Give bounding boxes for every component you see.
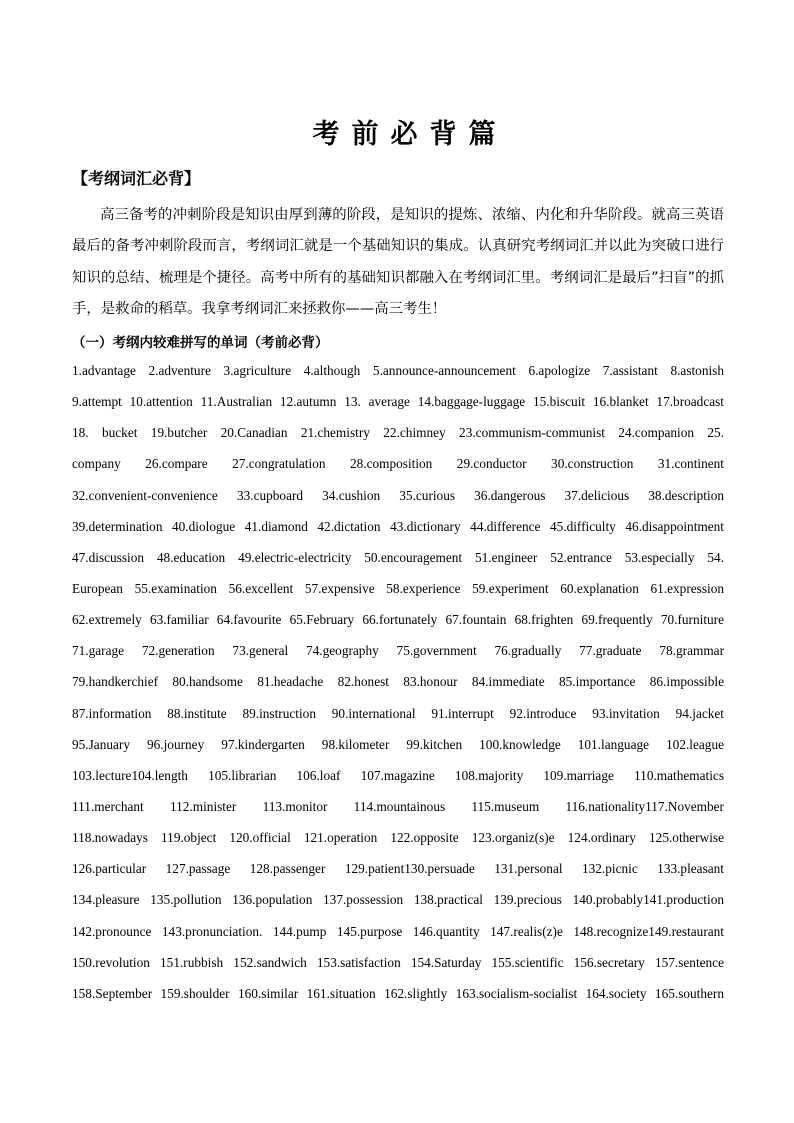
page-title: 考前必背篇: [312, 119, 508, 150]
word-list-line: 103.lecture104.length 105.librarian 106.loaf 107.magazine 108.majority 109.marriage 110.mathematics: [72, 767, 724, 783]
section-heading: 【考纲词汇必背】: [72, 169, 201, 188]
word-list-line: 134.pleasure 135.pollution 136.population 137.possession 138.practical 139.precious 140.probably141.production: [72, 892, 724, 908]
word-list-line: 1.advantage 2.adventure 3.agriculture 4.although 5.announce-announcement 6.apologize 7.assistant 8.astonish: [72, 363, 724, 378]
word-list-subheading: （一）考纲内较难拼写的单词（考前必背）: [72, 335, 329, 351]
word-list-line: 142.pronounce 143.pronunciation. 144.pump 145.purpose 146.quantity 147.realis(z)e 148.recognize149.restaurant: [72, 923, 724, 939]
word-list-line: 62.extremely 63.familiar 64.favourite 65.February 66.fortunately 67.fountain 68.frighten 69.frequently 70.furniture: [72, 612, 724, 628]
word-list-line: 9.attempt 10.attention 11.Australian 12.autumn 13. average 14.baggage-luggage 15.biscuit 16.blanket 17.broadcast: [72, 394, 724, 410]
word-list-line: 118.nowadays 119.object 120.official 121.operation 122.opposite 123.organiz(s)e 124.ordinary 125.otherwise: [72, 830, 724, 846]
word-list-line: 71.garage 72.generation 73.general 74.geography 75.government 76.gradually 77.graduate 78.grammar: [72, 643, 724, 659]
word-list-line: 95.January 96.journey 97.kindergarten 98.kilometer 99.kitchen 100.knowledge 101.language 102.league: [72, 736, 724, 752]
intro-paragraph: 高三备考的冲刺阶段是知识由厚到薄的阶段，是知识的提炼、浓缩、内化和升华阶段。就高三英语最后的备考冲刺阶段而言，考纲词汇就是一个基础知识的集成。认真研究考纲词汇并以此为突破口进行知识的总结、梳理是个捷径。高考中所有的基础知识都融入在考纲词汇里。考纲词汇是最后”扫盲”的抓手，是救命的稻草。我拿考纲词汇来拯救你——高三考生！: [72, 207, 724, 318]
word-list-line: company 26.compare 27.congratulation 28.composition 29.conductor 30.construction 31.continent: [72, 456, 724, 472]
word-list: [72, 360, 724, 1014]
word-list-line: 32.convenient-convenience 33.cupboard 34.cushion 35.curious 36.dangerous 37.delicious 38.description: [72, 487, 724, 503]
word-list-line: 126.particular 127.passage 128.passenger 129.patient130.persuade 131.personal 132.picnic 133.pleasant: [72, 861, 724, 877]
word-list-line: 18. bucket 19.butcher 20.Canadian 21.chemistry 22.chimney 23.communism-communist 24.companion 25.: [72, 425, 724, 441]
word-list-line: 111.merchant 112.minister 113.monitor 114.mountainous 115.museum 116.nationality117.November: [72, 798, 724, 814]
word-list-line: 150.revolution 151.rubbish 152.sandwich 153.satisfaction 154.Saturday 155.scientific 156.secretary 157.sentence: [72, 954, 724, 970]
word-list-line: 47.discussion 48.education 49.electric-electricity 50.encouragement 51.engineer 52.entrance 53.especially 54.: [72, 549, 724, 565]
word-list-line: European 55.examination 56.excellent 57.expensive 58.experience 59.experiment 60.explanation 61.expression: [72, 580, 724, 596]
word-list-line: 158.September 159.shoulder 160.similar 161.situation 162.slightly 163.socialism-socialist 164.society 165.southern: [72, 985, 724, 1001]
word-list-line: 39.determination 40.diologue 41.diamond 42.dictation 43.dictionary 44.difference 45.difficulty 46.disappointment: [72, 518, 724, 534]
word-list-line: 87.information 88.institute 89.instruction 90.international 91.interrupt 92.introduce 93.invitation 94.jacket: [72, 705, 724, 721]
word-list-line: 79.handkerchief 80.handsome 81.headache 82.honest 83.honour 84.immediate 85.importance 86.impossible: [72, 674, 724, 690]
